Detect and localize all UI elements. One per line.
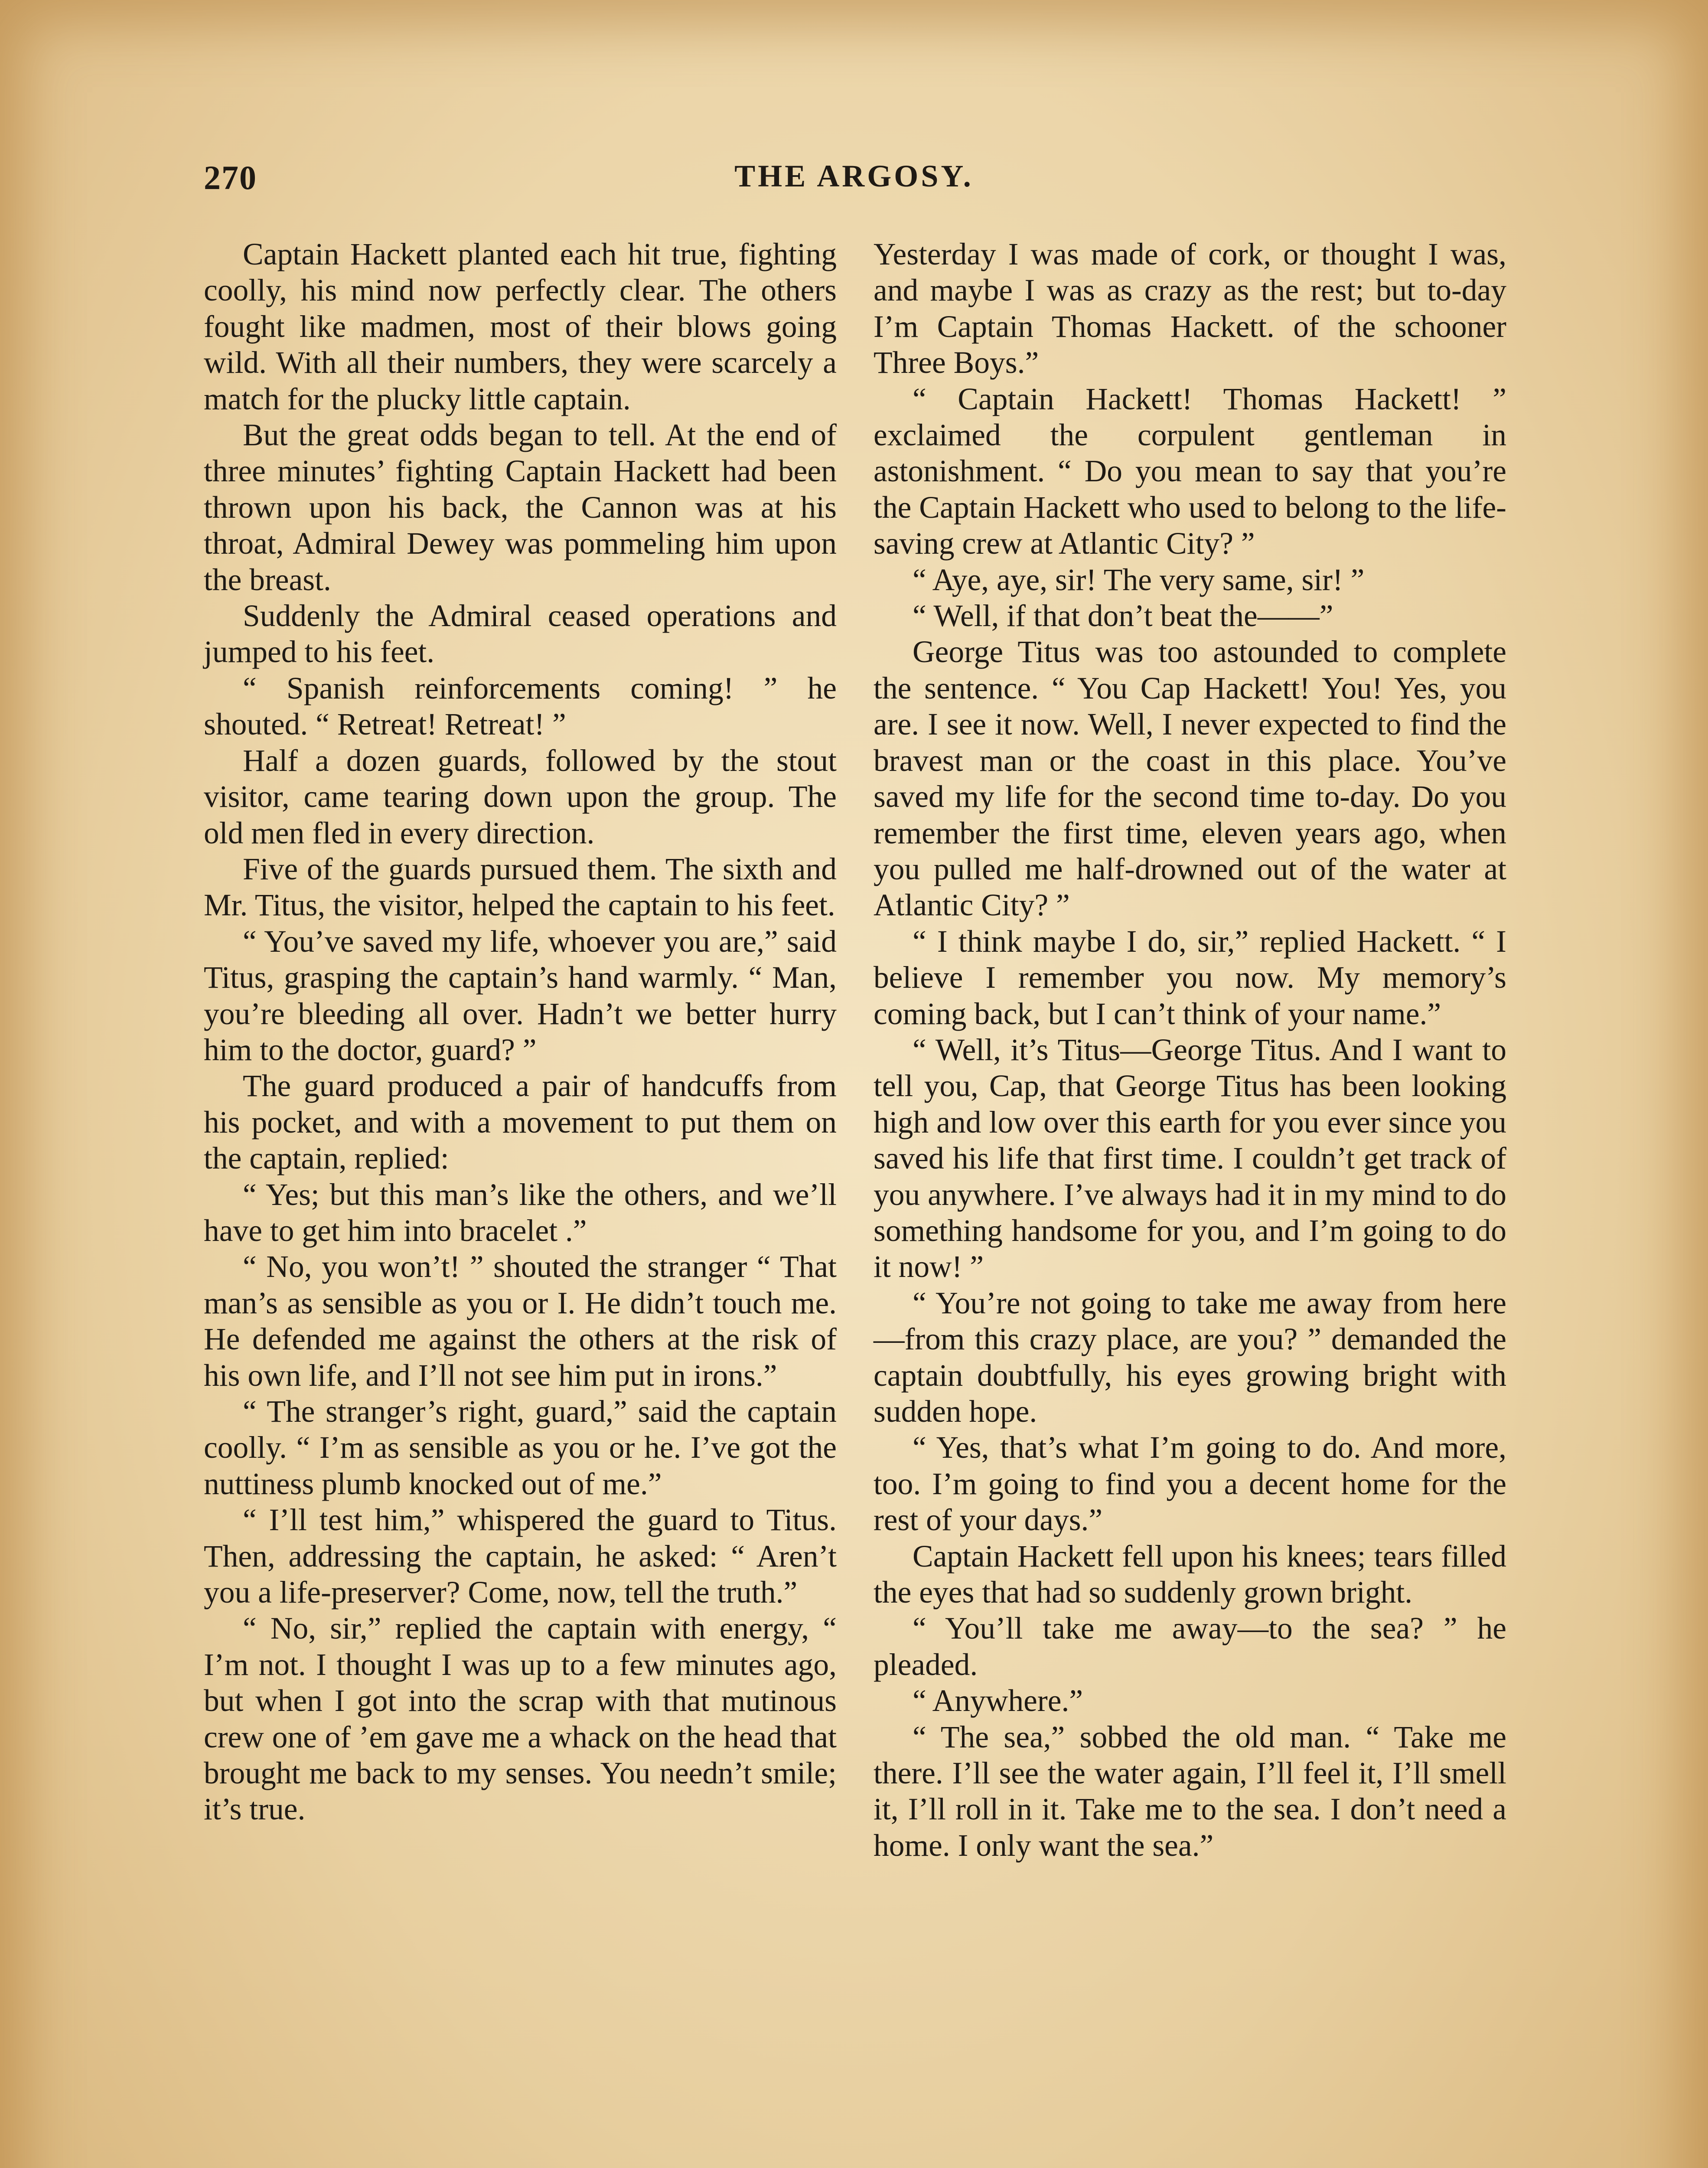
magazine-title: THE ARGOSY. bbox=[734, 159, 974, 193]
paragraph: “ No, you won’t! ” shouted the stranger “ That man’s as sensible as you or I. He didn’t touch me. He defended me against the others at the risk of his own life, and I’ll not see him put in irons.” bbox=[204, 1250, 837, 1393]
paragraph: “ The sea,” sobbed the old man. “ Take me there. I’ll see the water again, I’ll feel it, I’ll smell it, I’ll roll in it. Take me to the sea. I don’t need a home. I only want the sea.” bbox=[874, 1720, 1506, 1863]
paragraph: “ You’ve saved my life, whoever you are,” said Titus, grasping the captain’s hand warmly. “ Man, you’re bleeding all over. Hadn’t we better hurry him to the doctor, guard? ” bbox=[204, 924, 837, 1067]
paragraph: “ Spanish reinforcements coming! ” he shouted. “ Retreat! Retreat! ” bbox=[204, 671, 837, 742]
paragraph: Five of the guards pursued them. The sixth and Mr. Titus, the visitor, helped the captain to his feet. bbox=[204, 852, 837, 923]
paragraph: “ No, sir,” replied the captain with energy, “ I’m not. I thought I was up to a few minutes ago, but when I got into the scrap with that mutinous crew one of ’em gave me a whack on the head that brought me back to my senses. You needn’t smile; it’s true. bbox=[204, 1611, 837, 1827]
paragraph: “ Well, if that don’t beat the——” bbox=[913, 599, 1333, 633]
paragraph: “ Yes; but this man’s like the others, and we’ll have to get him into bracelet .” bbox=[204, 1177, 837, 1248]
paragraph-continued: Yesterday I was made of cork, or thought I was, and maybe I was as crazy as the rest; but to-day I’m Captain Thomas Hackett. of the schooner Three Boys.” bbox=[874, 237, 1506, 380]
page-number: 270 bbox=[204, 159, 257, 196]
paragraph: “ Captain Hackett! Thomas Hackett! ” exclaimed the corpulent gentleman in astonishment. “ Do you mean to say that you’re the Captain Hackett who used to belong to the life-saving crew at Atlantic City? ” bbox=[874, 382, 1506, 561]
paragraph: “ You’re not going to take me away from here—from this crazy place, are you? ” demanded the captain doubtfully, his eyes growing bright with sudden hope. bbox=[874, 1286, 1506, 1429]
paragraph: “ You’ll take me away—to the sea? ” he pleaded. bbox=[874, 1611, 1506, 1682]
running-head bbox=[204, 158, 1504, 206]
paragraph: “ Aye, aye, sir! The very same, sir! ” bbox=[913, 562, 1365, 597]
right-column bbox=[874, 236, 1506, 2168]
paragraph: “ I’ll test him,” whispered the guard to Titus. Then, addressing the captain, he asked: “ Aren’t you a life-preserver? Come, now, tell the truth.” bbox=[204, 1503, 837, 1610]
paragraph: “ Yes, that’s what I’m going to do. And more, too. I’m going to find you a decent home for the rest of your days.” bbox=[874, 1430, 1506, 1538]
paragraph: “ I think maybe I do, sir,” replied Hackett. “ I believe I remember you now. My memory’s coming back, but I can’t think of your name.” bbox=[874, 924, 1506, 1031]
paragraph: “ Anywhere.” bbox=[913, 1684, 1083, 1718]
paragraph: Captain Hackett fell upon his knees; tears filled the eyes that had so suddenly grown bright. bbox=[874, 1539, 1506, 1610]
paragraph: The guard produced a pair of handcuffs from his pocket, and with a movement to put them on the captain, replied: bbox=[204, 1069, 837, 1176]
paragraph: Half a dozen guards, followed by the stout visitor, came tearing down upon the group. The old men fled in every direction. bbox=[204, 743, 837, 850]
paragraph: “ Well, it’s Titus—George Titus. And I want to tell you, Cap, that George Titus has been looking high and low over this earth for you ever since you saved his life that first time. I couldn’t get track of you anywhere. I’ve always had it in my mind to do something handsome for you, and I’m going to do it now! ” bbox=[874, 1032, 1506, 1284]
left-column bbox=[204, 236, 837, 2168]
paragraph: George Titus was too astounded to complete the sentence. “ You Cap Hackett! You! Yes, you are. I see it now. Well, I never expected to find the bravest man or the coast in this place. You’ve saved my life for the second time to-day. Do you remember the first time, eleven years ago, when you pulled me half-drowned out of the water at Atlantic City? ” bbox=[874, 635, 1506, 923]
paragraph: Captain Hackett planted each hit true, fighting coolly, his mind now perfectly clear. The others fought like madmen, most of their blows going wild. With all their numbers, they were scarcely a match for the plucky little captain. bbox=[204, 237, 837, 416]
paragraph: “ The stranger’s right, guard,” said the captain coolly. “ I’m as sensible as you or he. I’ve got the nuttiness plumb knocked out of me.” bbox=[204, 1394, 837, 1501]
paragraph: But the great odds began to tell. At the end of three minutes’ fighting Captain Hackett had been thrown upon his back, the Cannon was at his throat, Admiral Dewey was pommeling him upon the breast. bbox=[204, 418, 837, 597]
paragraph: Suddenly the Admiral ceased operations and jumped to his feet. bbox=[204, 599, 837, 669]
